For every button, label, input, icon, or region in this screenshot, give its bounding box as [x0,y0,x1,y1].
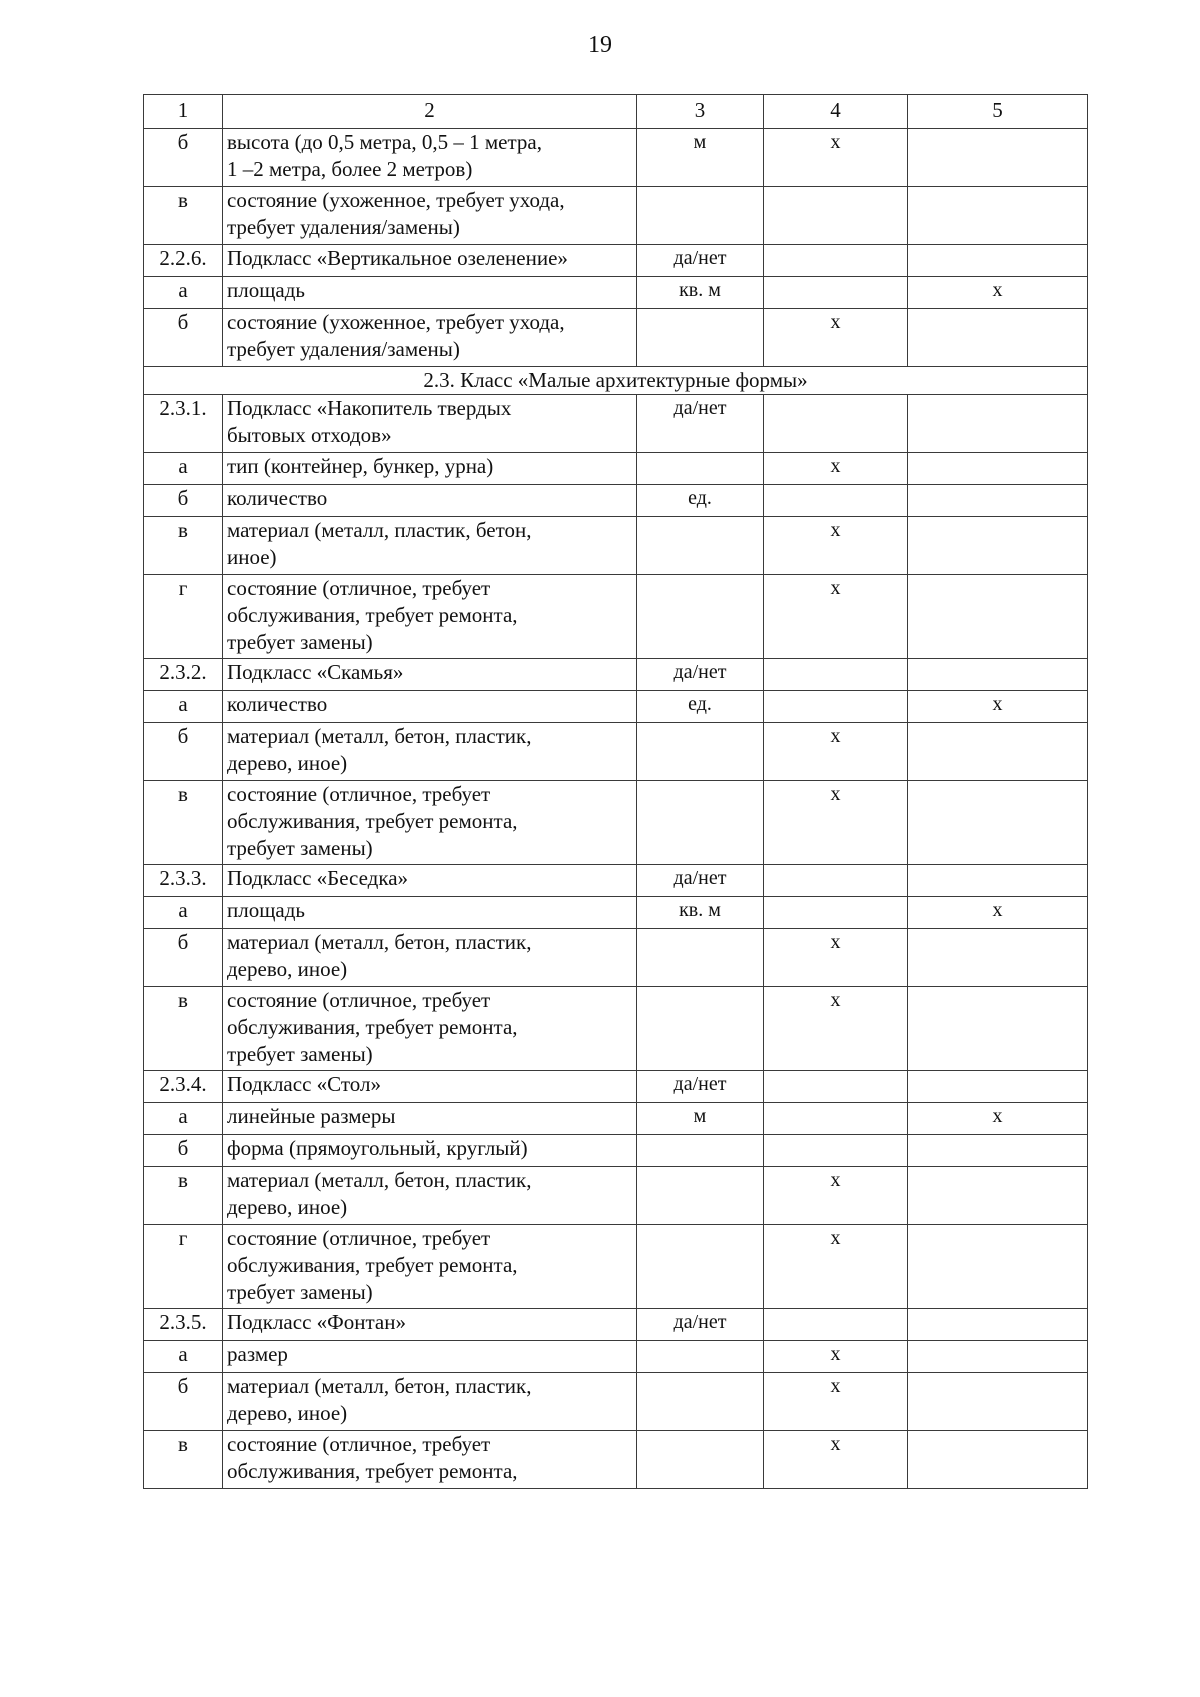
row-number-cell: б [144,309,223,367]
attribute-name-line: состояние (отличное, требует [227,988,491,1012]
column-5-cell: х [908,277,1088,309]
attribute-name-line: бытовых отходов» [227,423,392,447]
column-5-cell [908,781,1088,865]
attribute-name-cell [223,1071,637,1103]
unit-cell: да/нет [637,659,764,691]
row-number-cell: г [144,575,223,659]
column-5-cell [908,1309,1088,1341]
attribute-name-line: линейные размеры [227,1104,396,1128]
column-4-cell: х [764,309,908,367]
table-row [144,1103,1088,1135]
attribute-name-cell [223,781,637,865]
table-row [144,929,1088,987]
row-number-cell: в [144,1167,223,1225]
row-number-cell: а [144,897,223,929]
attribute-name-line: состояние (отличное, требует [227,782,491,806]
attribute-name-cell [223,1103,637,1135]
column-4-cell: х [764,1341,908,1373]
row-number-cell: в [144,187,223,245]
attribute-name-line: дерево, иное) [227,751,348,775]
column-5-cell [908,245,1088,277]
table-row [144,1309,1088,1341]
table-row [144,1167,1088,1225]
row-number-cell: а [144,1341,223,1373]
column-5-cell: х [908,691,1088,723]
attribute-name-cell [223,575,637,659]
row-number-cell: в [144,987,223,1071]
column-4-cell: х [764,453,908,485]
column-5-cell [908,309,1088,367]
row-number-cell: а [144,277,223,309]
table-row [144,865,1088,897]
unit-cell [637,1167,764,1225]
column-4-cell: х [764,575,908,659]
column-5-cell [908,1135,1088,1167]
row-number-cell: в [144,781,223,865]
attribute-name-cell [223,1431,637,1489]
attribute-name-line: тип (контейнер, бункер, урна) [227,454,494,478]
column-4-cell [764,395,908,453]
attribute-name-line: состояние (ухоженное, требует ухода, [227,310,565,334]
attribute-name-cell [223,987,637,1071]
column-4-cell [764,1309,908,1341]
unit-cell [637,781,764,865]
table-row [144,1341,1088,1373]
attribute-name-cell [223,1373,637,1431]
attribute-name-line: требует замены) [227,630,373,654]
column-5-cell [908,929,1088,987]
header-cell-5: 5 [908,95,1088,129]
column-5-cell [908,987,1088,1071]
column-5-cell [908,1167,1088,1225]
row-number-cell: б [144,1135,223,1167]
row-number-cell: в [144,1431,223,1489]
table-body [144,95,1088,1489]
unit-cell [637,929,764,987]
attribute-name-line: высота (до 0,5 метра, 0,5 – 1 метра, [227,130,542,154]
attribute-name-line: Подкласс «Вертикальное озеленение» [227,246,568,270]
page-number: 19 [588,32,612,58]
unit-cell [637,1225,764,1309]
column-4-cell: х [764,1167,908,1225]
unit-cell: да/нет [637,245,764,277]
attribute-name-line: материал (металл, пластик, бетон, [227,518,532,542]
attribute-name-line: площадь [227,278,305,302]
unit-cell [637,517,764,575]
table-row [144,517,1088,575]
attribute-name-cell [223,1225,637,1309]
attribute-name-line: Подкласс «Беседка» [227,866,409,890]
attribute-name-line: требует замены) [227,1042,373,1066]
attribute-name-line: состояние (ухоженное, требует ухода, [227,188,565,212]
table-row [144,485,1088,517]
table-header-row [144,95,1088,129]
attribute-name-line: состояние (отличное, требует [227,1226,491,1250]
attribute-name-line: материал (металл, бетон, пластик, [227,1168,532,1192]
row-number-cell: 2.3.5. [144,1309,223,1341]
attribute-name-line: требует замены) [227,836,373,860]
row-number-cell: 2.3.2. [144,659,223,691]
attribute-name-line: материал (металл, бетон, пластик, [227,930,532,954]
attribute-name-cell [223,245,637,277]
attribute-name-line: состояние (отличное, требует [227,576,491,600]
unit-cell [637,309,764,367]
attribute-name-line: материал (металл, бетон, пластик, [227,724,532,748]
table-row [144,575,1088,659]
table-row [144,129,1088,187]
row-number-cell: а [144,453,223,485]
column-5-cell [908,517,1088,575]
column-4-cell [764,865,908,897]
unit-cell [637,1135,764,1167]
table-row [144,187,1088,245]
table-row [144,1135,1088,1167]
attribute-name-cell [223,1341,637,1373]
section-title: 2.3. Класс «Малые архитектурные формы» [144,367,1088,395]
attribute-name-line: количество [227,486,328,510]
attribute-name-line: размер [227,1342,288,1366]
table-row [144,987,1088,1071]
header-cell-4: 4 [764,95,908,129]
row-number-cell: а [144,691,223,723]
table-row [144,1373,1088,1431]
header-cell-3: 3 [637,95,764,129]
row-number-cell: б [144,1373,223,1431]
column-5-cell [908,723,1088,781]
column-5-cell [908,865,1088,897]
unit-cell [637,723,764,781]
column-4-cell [764,691,908,723]
attribute-name-line: Подкласс «Накопитель твердых [227,396,512,420]
row-number-cell: б [144,129,223,187]
attribute-name-cell [223,691,637,723]
unit-cell [637,1341,764,1373]
table-row [144,453,1088,485]
table-row [144,1225,1088,1309]
column-5-cell [908,453,1088,485]
unit-cell: кв. м [637,277,764,309]
unit-cell: м [637,129,764,187]
table-row [144,309,1088,367]
row-number-cell: 2.3.1. [144,395,223,453]
row-number-cell: б [144,485,223,517]
attribute-name-cell [223,277,637,309]
attribute-name-line: требует удаления/замены) [227,215,460,239]
unit-cell [637,453,764,485]
column-5-cell [908,1373,1088,1431]
attribute-name-cell [223,309,637,367]
attribute-name-cell [223,187,637,245]
unit-cell [637,987,764,1071]
column-4-cell [764,485,908,517]
attribute-name-line: 1 –2 метра, более 2 метров) [227,157,473,181]
column-4-cell: х [764,1431,908,1489]
column-4-cell: х [764,929,908,987]
table-row [144,723,1088,781]
table-row [144,1071,1088,1103]
table-row [144,1431,1088,1489]
attribute-name-line: обслуживания, требует ремонта, [227,1253,518,1277]
table-row [144,897,1088,929]
column-4-cell [764,1135,908,1167]
row-number-cell: б [144,723,223,781]
row-number-cell: 2.3.4. [144,1071,223,1103]
column-5-cell [908,1431,1088,1489]
column-4-cell: х [764,1225,908,1309]
attribute-name-line: материал (металл, бетон, пластик, [227,1374,532,1398]
attribute-name-line: дерево, иное) [227,1401,348,1425]
attribute-table [143,94,1088,1489]
attribute-name-cell [223,129,637,187]
attribute-name-line: обслуживания, требует ремонта, [227,603,518,627]
column-4-cell [764,1103,908,1135]
attribute-name-cell [223,1167,637,1225]
unit-cell: ед. [637,691,764,723]
attribute-name-cell [223,517,637,575]
attribute-name-line: Подкласс «Фонтан» [227,1310,406,1334]
table-row [144,659,1088,691]
column-4-cell: х [764,129,908,187]
unit-cell [637,1431,764,1489]
column-4-cell [764,277,908,309]
attribute-name-cell [223,659,637,691]
row-number-cell: в [144,517,223,575]
table-row [144,781,1088,865]
attribute-name-line: состояние (отличное, требует [227,1432,491,1456]
unit-cell: м [637,1103,764,1135]
attribute-name-cell [223,897,637,929]
unit-cell [637,1373,764,1431]
attribute-name-line: дерево, иное) [227,957,348,981]
row-number-cell: а [144,1103,223,1135]
unit-cell [637,187,764,245]
row-number-cell: 2.2.6. [144,245,223,277]
column-5-cell [908,1225,1088,1309]
table-row [144,245,1088,277]
column-5-cell [908,395,1088,453]
attribute-name-line: требует замены) [227,1280,373,1304]
column-5-cell [908,575,1088,659]
column-4-cell: х [764,517,908,575]
section-row [144,367,1088,395]
unit-cell [637,575,764,659]
attribute-name-line: Подкласс «Скамья» [227,660,404,684]
column-5-cell [908,129,1088,187]
column-4-cell [764,245,908,277]
header-cell-1: 1 [144,95,223,129]
unit-cell: ед. [637,485,764,517]
attribute-name-line: требует удаления/замены) [227,337,460,361]
column-4-cell [764,659,908,691]
attribute-name-cell [223,1309,637,1341]
column-4-cell [764,897,908,929]
attribute-name-cell [223,929,637,987]
column-5-cell [908,1071,1088,1103]
column-4-cell: х [764,1373,908,1431]
column-5-cell [908,485,1088,517]
attribute-name-line: площадь [227,898,305,922]
unit-cell: да/нет [637,865,764,897]
attribute-name-line: обслуживания, требует ремонта, [227,1015,518,1039]
table-row [144,395,1088,453]
row-number-cell: б [144,929,223,987]
column-5-cell: х [908,1103,1088,1135]
column-4-cell [764,1071,908,1103]
unit-cell: кв. м [637,897,764,929]
column-5-cell [908,1341,1088,1373]
table-row [144,691,1088,723]
attribute-name-cell [223,723,637,781]
column-5-cell [908,187,1088,245]
column-4-cell: х [764,723,908,781]
attribute-name-cell [223,395,637,453]
attribute-name-cell [223,453,637,485]
attribute-name-line: обслуживания, требует ремонта, [227,809,518,833]
attribute-name-line: форма (прямоугольный, круглый) [227,1136,528,1160]
row-number-cell: г [144,1225,223,1309]
column-4-cell: х [764,781,908,865]
attribute-name-line: иное) [227,545,277,569]
attribute-name-line: дерево, иное) [227,1195,348,1219]
attribute-name-cell [223,1135,637,1167]
table-row [144,277,1088,309]
unit-cell: да/нет [637,1071,764,1103]
column-5-cell [908,659,1088,691]
attribute-name-cell [223,865,637,897]
column-4-cell [764,187,908,245]
attribute-name-line: Подкласс «Стол» [227,1072,381,1096]
column-5-cell: х [908,897,1088,929]
unit-cell: да/нет [637,395,764,453]
row-number-cell: 2.3.3. [144,865,223,897]
attribute-name-line: обслуживания, требует ремонта, [227,1459,518,1483]
unit-cell: да/нет [637,1309,764,1341]
column-4-cell: х [764,987,908,1071]
attribute-name-line: количество [227,692,328,716]
attribute-name-cell [223,485,637,517]
header-cell-2: 2 [223,95,637,129]
